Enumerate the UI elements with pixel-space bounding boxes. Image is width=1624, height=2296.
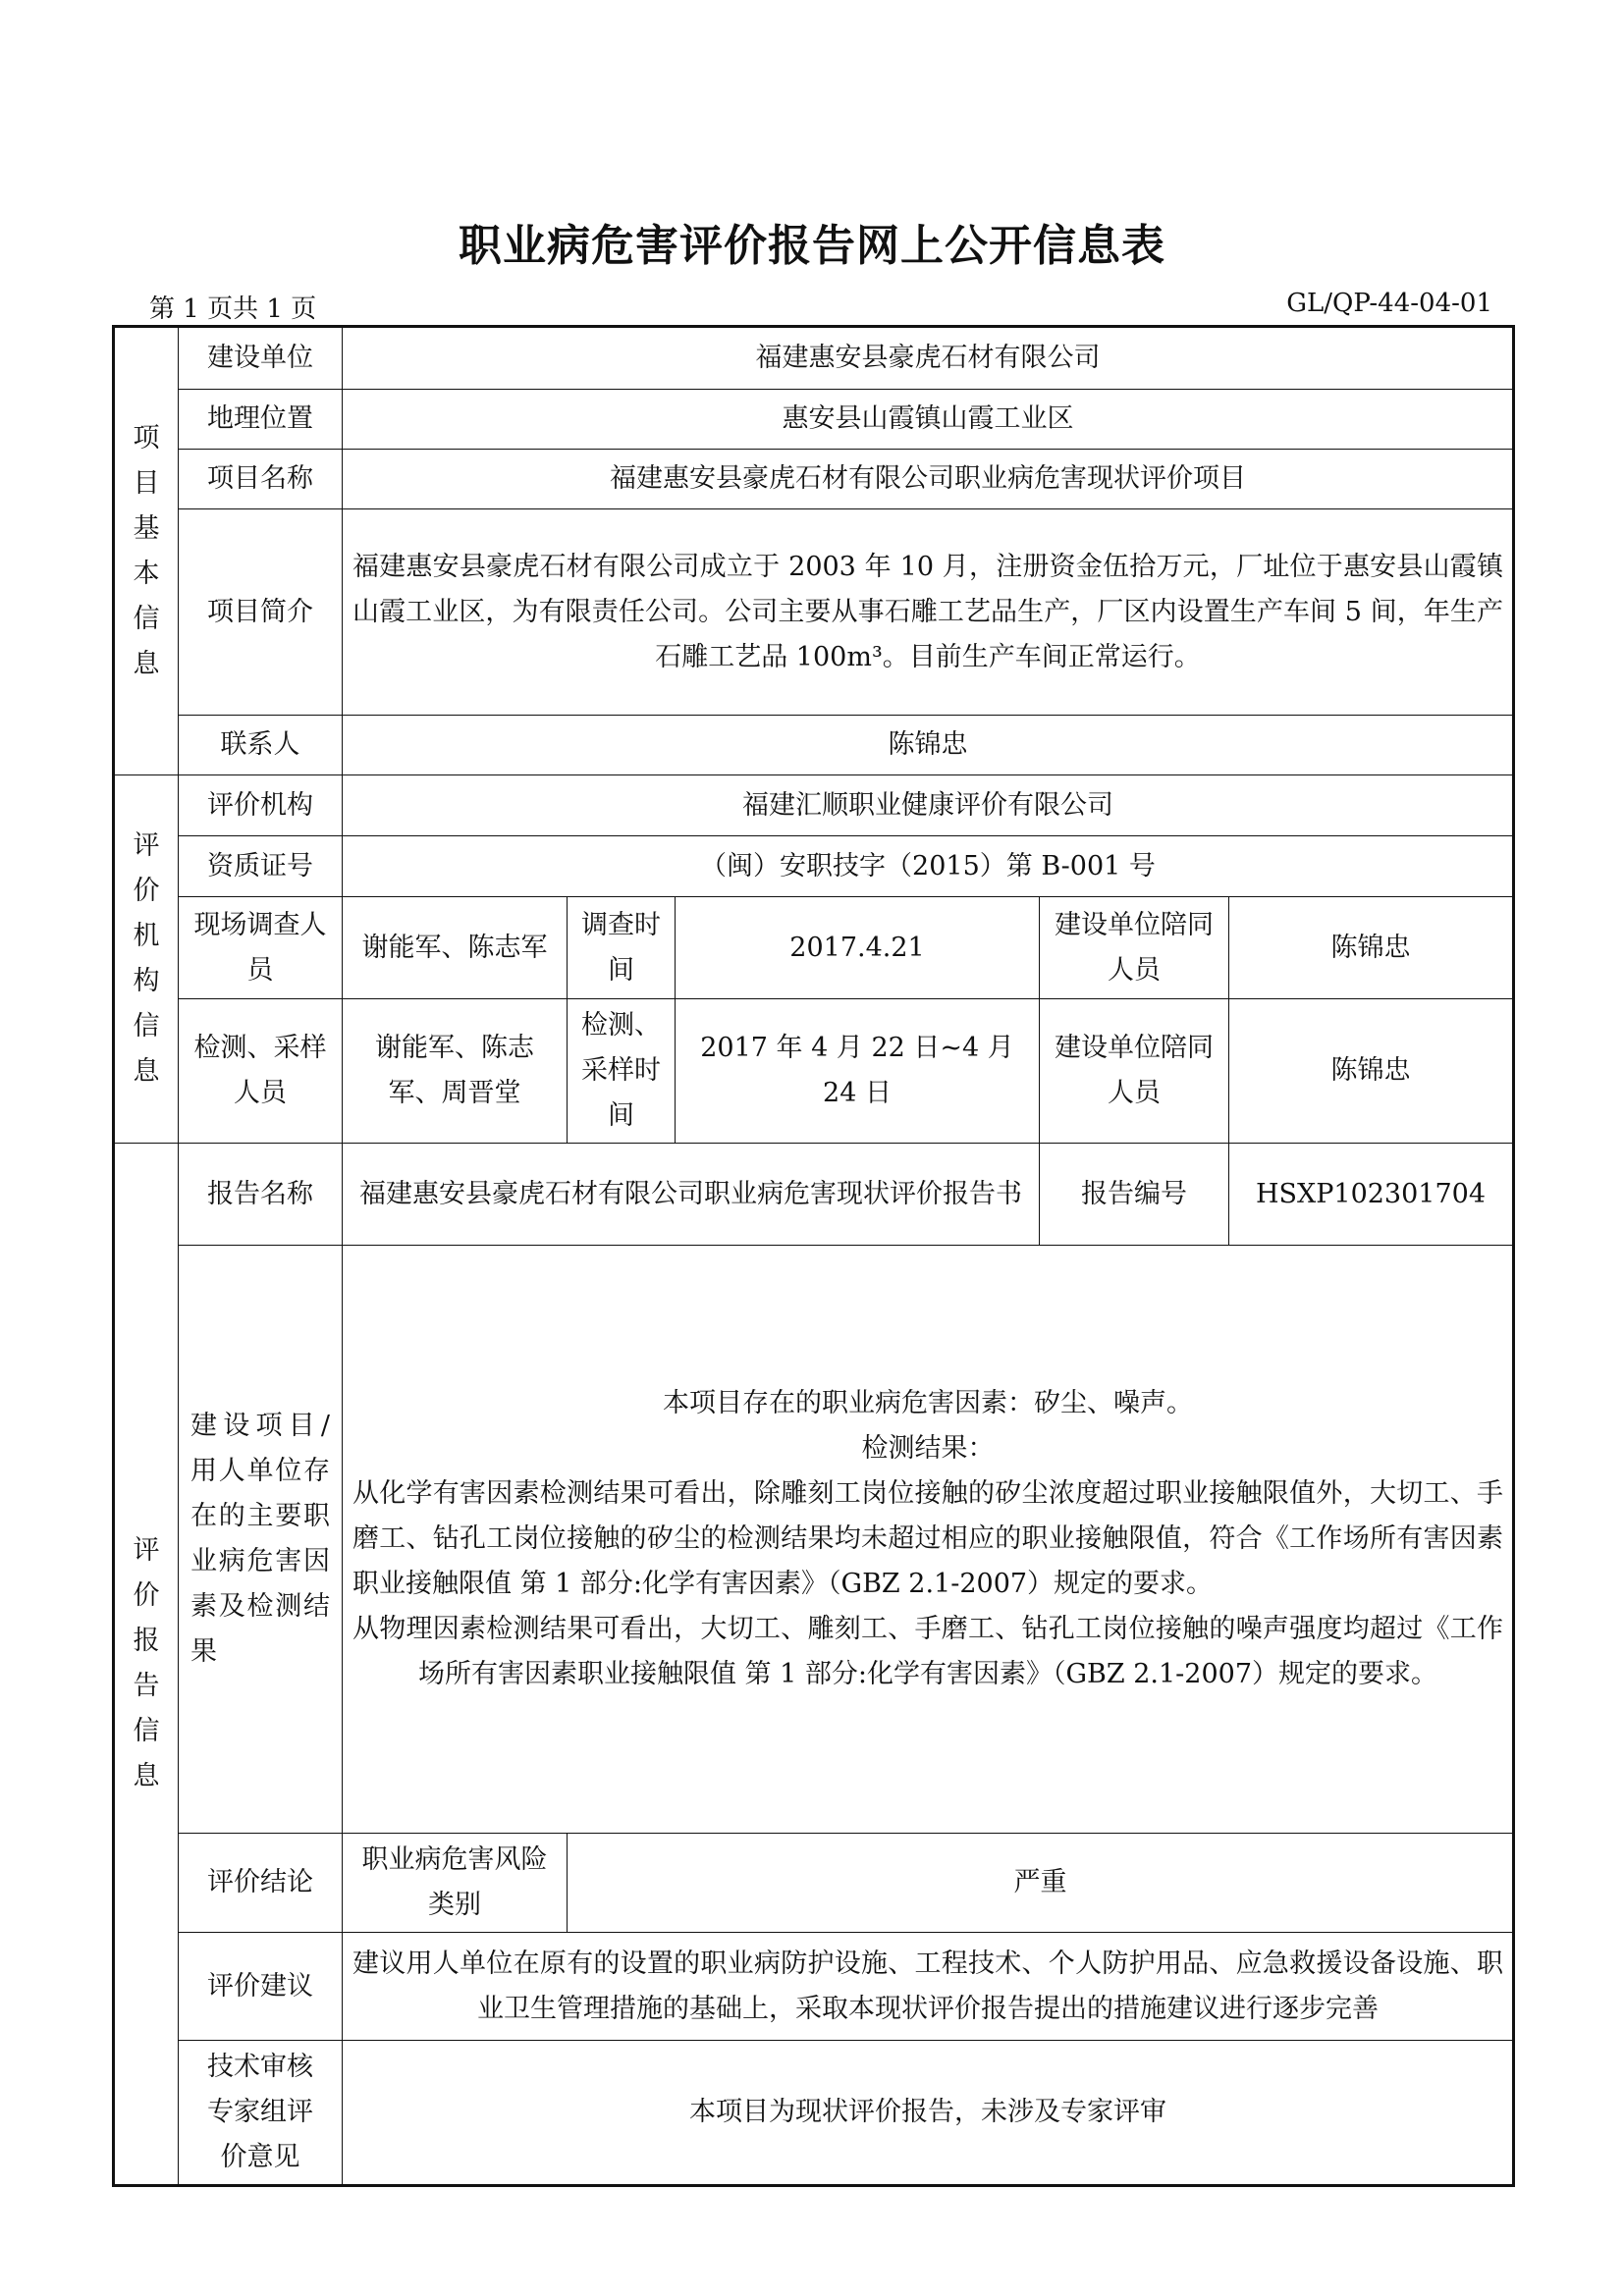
agency-label: 评价机构 [179, 775, 343, 836]
accompany-label-1: 建设单位陪同人员 [1040, 897, 1229, 999]
section-report-info [114, 1144, 179, 2186]
sampling-staff-label: 检测、采样人员 [179, 999, 343, 1144]
sampling-time-label: 检测、采样时间 [568, 999, 676, 1144]
document-number: GL/QP-44-04-01 [1286, 289, 1492, 318]
hazards-label: 建设项目/用人单位存在的主要职业病危害因素及检测结果 [179, 1246, 343, 1834]
section-char: 信 [133, 603, 160, 634]
section-char: 息 [133, 648, 160, 679]
hazards-chemical-result: 从化学有害因素检测结果可看出，除雕刻工岗位接触的矽尘浓度超过职业接触限值外，大切工、手磨工、钻孔工岗位接触的矽尘的检测结果均未超过相应的职业接触限值，符合《工作场所有害因素职业接触限值 第 1 部分:化学有害因素》（GBZ 2.1-2007）规定的要求。 [352, 1478, 1503, 1599]
section-char: 价 [133, 876, 160, 906]
section-char: 价 [133, 1580, 160, 1611]
hazards-results-heading: 检测结果： [861, 1433, 995, 1464]
accompany-value-1: 陈锦忠 [1229, 897, 1514, 999]
advice-value: 建议用人单位在原有的设置的职业病防护设施、工程技术、个人防护用品、应急救援设备设施、职业卫生管理措施的基础上，采取本现状评价报告提出的措施建议进行逐步完善 [343, 1933, 1514, 2041]
section-agency-info [114, 775, 179, 1144]
cert-value: （闽）安职技字（2015）第 B-001 号 [343, 836, 1514, 897]
section-char: 告 [133, 1671, 160, 1701]
section-char: 目 [133, 467, 160, 499]
location-value: 惠安县山霞镇山霞工业区 [343, 390, 1514, 450]
section-char: 项 [133, 422, 160, 454]
agency-value: 福建汇顺职业健康评价有限公司 [343, 775, 1514, 836]
risk-category-label: 职业病危害风险类别 [343, 1834, 568, 1933]
survey-time-value: 2017.4.21 [676, 897, 1040, 999]
sampling-time-value: 2017 年 4 月 22 日~4 月 24 日 [676, 999, 1040, 1144]
hazards-factors: 本项目存在的职业病危害因素：矽尘、噪声。 [663, 1388, 1193, 1418]
expert-opinion-label: 技术审核专家组评价意见 [179, 2041, 343, 2186]
survey-staff-value: 谢能军、陈志军 [343, 897, 568, 999]
accompany-value-2: 陈锦忠 [1229, 999, 1514, 1144]
section-basic-info [114, 327, 179, 775]
expert-opinion-value: 本项目为现状评价报告，未涉及专家评审 [343, 2041, 1514, 2186]
section-char: 息 [133, 1056, 160, 1087]
cert-label: 资质证号 [179, 836, 343, 897]
page-title: 职业病危害评价报告网上公开信息表 [459, 221, 1165, 271]
hazards-value [343, 1246, 1514, 1834]
conclusion-label: 评价结论 [179, 1834, 343, 1933]
accompany-label-2: 建设单位陪同人员 [1040, 999, 1229, 1144]
unit-label: 建设单位 [179, 327, 343, 390]
hazards-physical-result: 从物理因素检测结果可看出，大切工、雕刻工、手磨工、钻孔工岗位接触的噪声强度均超过《工作场所有害因素职业接触限值 第 1 部分:化学有害因素》（GBZ 2.1-2007）规定的要求。 [352, 1614, 1503, 1689]
survey-time-label: 调查时间 [568, 897, 676, 999]
section-char: 基 [133, 512, 160, 544]
unit-value: 福建惠安县豪虎石材有限公司 [343, 327, 1514, 390]
section-char: 信 [133, 1011, 160, 1041]
contact-value: 陈锦忠 [343, 716, 1514, 775]
page-info: 第 1 页共 1 页 [149, 294, 317, 324]
section-char: 报 [133, 1626, 160, 1656]
info-table [112, 325, 1515, 2187]
survey-staff-label: 现场调查人员 [179, 897, 343, 999]
contact-label: 联系人 [179, 716, 343, 775]
project-intro-label: 项目简介 [179, 509, 343, 716]
section-char: 信 [133, 1716, 160, 1746]
section-char: 本 [133, 558, 160, 589]
section-char: 息 [133, 1761, 160, 1791]
section-char: 构 [133, 966, 160, 996]
report-name-label: 报告名称 [179, 1144, 343, 1246]
advice-label: 评价建议 [179, 1933, 343, 2041]
risk-category-value: 严重 [568, 1834, 1514, 1933]
section-char: 评 [133, 1535, 160, 1566]
section-char: 机 [133, 921, 160, 951]
project-name-label: 项目名称 [179, 450, 343, 509]
report-no-value: HSXP102301704 [1229, 1144, 1514, 1246]
project-intro-value: 福建惠安县豪虎石材有限公司成立于 2003 年 10 月，注册资金伍拾万元，厂址位于惠安县山霞镇山霞工业区，为有限责任公司。公司主要从事石雕工艺品生产，厂区内设置生产车间 5 间，年生产石雕工艺品 100m³。目前生产车间正常运行。 [343, 509, 1514, 716]
section-char: 评 [133, 830, 160, 861]
location-label: 地理位置 [179, 390, 343, 450]
sampling-staff-value: 谢能军、陈志军、周晋堂 [343, 999, 568, 1144]
report-name-value: 福建惠安县豪虎石材有限公司职业病危害现状评价报告书 [343, 1144, 1040, 1246]
project-name-value: 福建惠安县豪虎石材有限公司职业病危害现状评价项目 [343, 450, 1514, 509]
report-no-label: 报告编号 [1040, 1144, 1229, 1246]
